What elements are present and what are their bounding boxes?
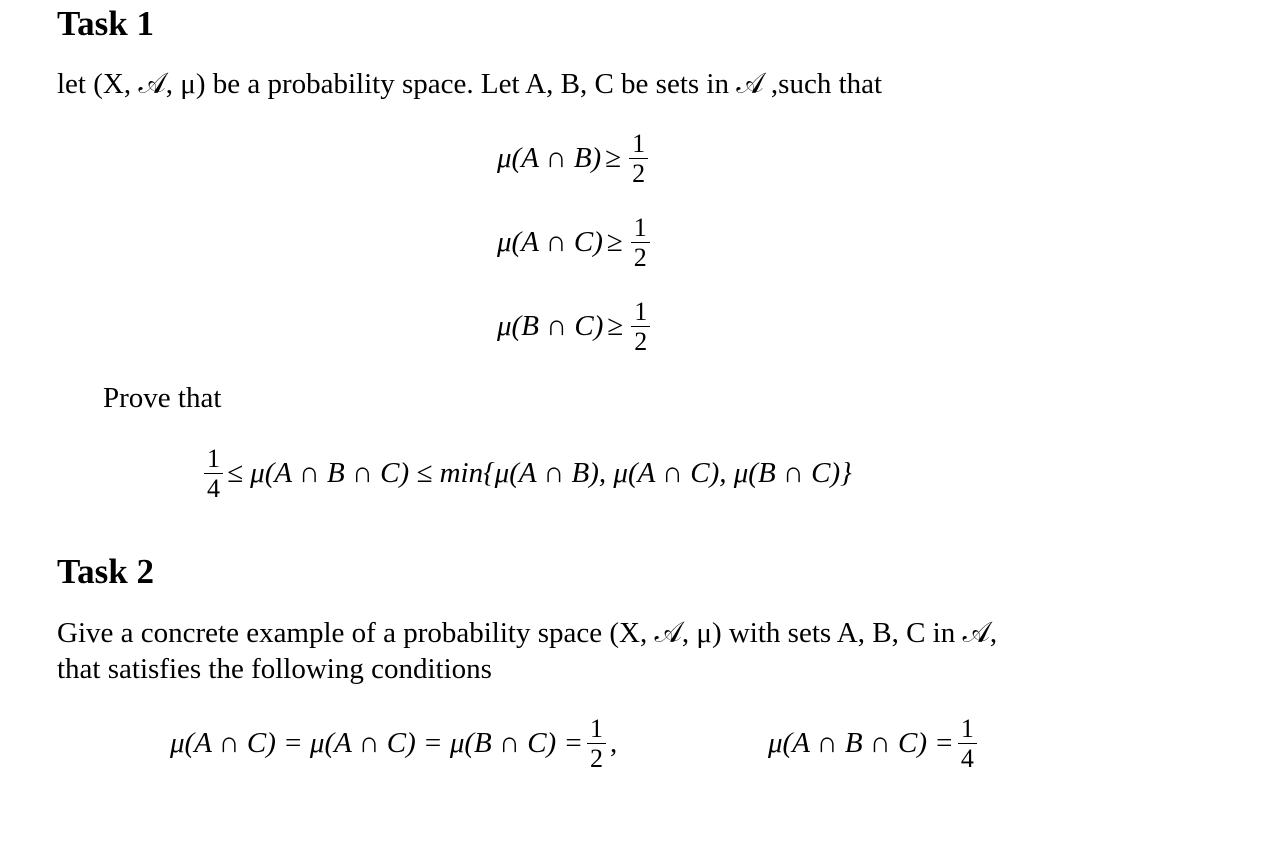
claim-equation: [200, 445, 852, 503]
fraction: [204, 445, 223, 503]
prove-label: Prove that: [103, 382, 222, 414]
fraction-numerator: 1: [631, 214, 650, 243]
condition-chain: μ(A ∩ C) = μ(A ∩ C) = μ(B ∩ C) =: [170, 727, 584, 760]
condition-relation: ≥: [605, 142, 622, 175]
fraction: [958, 715, 977, 773]
task2-condition-right: [768, 715, 981, 773]
task2-line2: that satisfies the following conditions: [57, 653, 492, 685]
separator-comma: ,: [610, 727, 618, 760]
claim-inequality: ≤ μ(A ∩ B ∩ C) ≤ min{μ(A ∩ B), μ(A ∩ C), μ(B ∩ C)}: [227, 457, 852, 490]
fraction: [631, 214, 650, 272]
condition-ab: [497, 130, 652, 188]
fraction: [629, 130, 648, 188]
fraction-denominator: 2: [633, 243, 647, 273]
fraction-denominator: 2: [634, 327, 648, 357]
condition-lhs: μ(B ∩ C): [497, 310, 604, 343]
fraction-denominator: 2: [632, 159, 646, 189]
fraction-numerator: 1: [958, 715, 977, 744]
condition-triple: μ(A ∩ B ∩ C) =: [768, 727, 954, 760]
condition-bc: [497, 298, 654, 356]
fraction-numerator: 1: [587, 715, 606, 744]
condition-lhs: μ(A ∩ B): [497, 142, 602, 175]
fraction-numerator: 1: [629, 130, 648, 159]
fraction-numerator: 1: [204, 445, 223, 474]
task1-intro: let (X, 𝒜, μ) be a probability space. Let A, B, C be sets in 𝒜 ,such that: [57, 68, 883, 100]
task2-condition-left: [170, 715, 617, 773]
fraction: [631, 298, 650, 356]
fraction-denominator: 2: [590, 744, 604, 774]
fraction: [587, 715, 606, 773]
fraction-numerator: 1: [631, 298, 650, 327]
task1-heading: Task 1: [57, 4, 154, 43]
task2-line1: Give a concrete example of a probability space (X, 𝒜, μ) with sets A, B, C in 𝒜,: [57, 617, 998, 649]
fraction-denominator: 4: [207, 474, 220, 504]
condition-lhs: μ(A ∩ C): [497, 226, 603, 259]
condition-ac: [497, 214, 654, 272]
condition-relation: ≥: [607, 310, 624, 343]
fraction-denominator: 4: [960, 744, 974, 774]
task2-heading: Task 2: [57, 552, 154, 591]
condition-relation: ≥: [606, 226, 623, 259]
